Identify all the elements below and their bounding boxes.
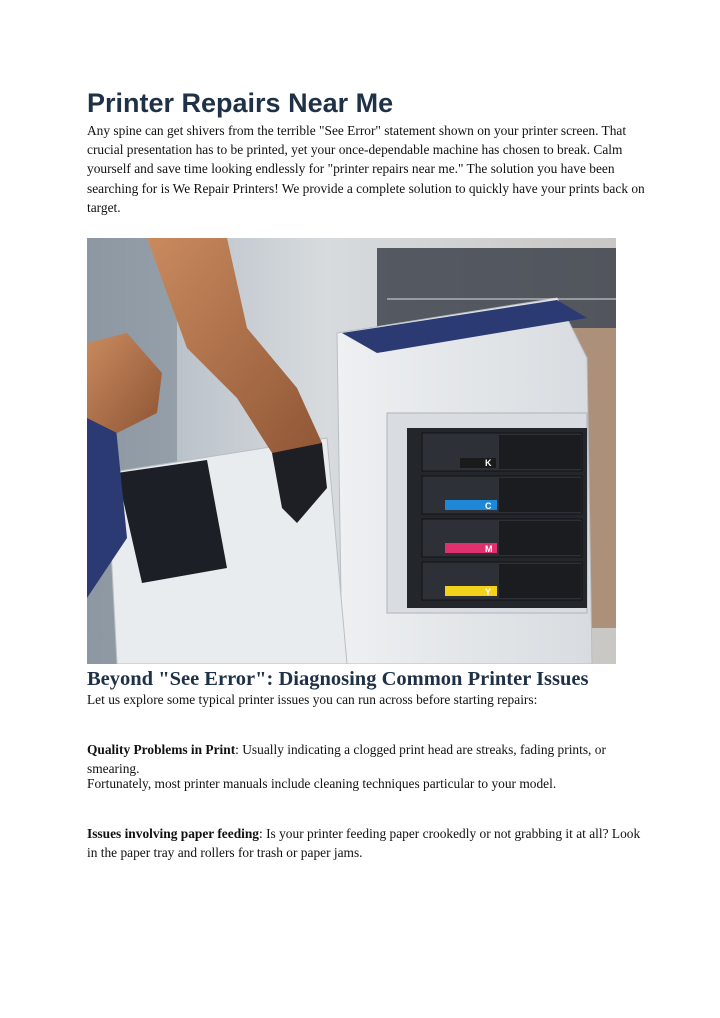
section-lead: Let us explore some typical printer issues you can run across before starting repairs: [87, 692, 538, 707]
toner-label-c: C [485, 501, 492, 511]
intro-paragraph: Any spine can get shivers from the terrible "See Error" statement shown on your printer screen. That crucial presentation has to be printed, yet your once-dependable machine has chosen to break. Calm yourself and save time looking endlessly for "printer repairs near me." The solution you have been searching for is We Repair Printers! We provide a complete solution to quickly have your prints back on target. [87, 123, 645, 215]
section-heading: Beyond "See Error": Diagnosing Common Printer Issues [87, 668, 589, 690]
issue-quality-text: : Usually indicating a clogged print head are streaks, fading prints, or smearing. [87, 742, 606, 777]
issue-quality-extra: Fortunately, most printer manuals include cleaning techniques particular to your model. [87, 776, 557, 791]
issue-quality [87, 740, 647, 778]
issue-quality-term: Quality Problems in Print [87, 742, 236, 757]
issue-paper-feeding-text: : Is your printer feeding paper crookedly or not grabbing it at all? Look in the paper tray and rollers for trash or paper jams. [87, 826, 641, 861]
toner-label-k: K [485, 458, 492, 468]
issue-paper-feeding-term: Issues involving paper feeding [87, 826, 260, 841]
page-title: Printer Repairs Near Me [87, 88, 394, 118]
issue-paper-feeding [87, 824, 647, 862]
toner-label-m: M [485, 544, 493, 554]
printer-repair-photo [87, 238, 616, 664]
toner-label-y: Y [485, 587, 492, 597]
